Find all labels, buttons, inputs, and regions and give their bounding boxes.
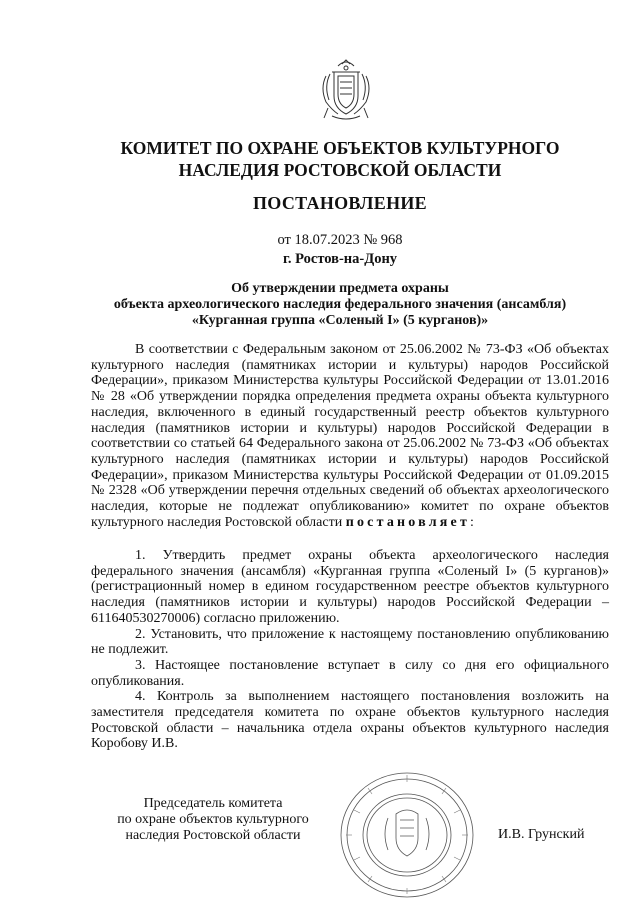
preamble-colon: : (470, 514, 474, 530)
committee-name-line-1: КОМИТЕТ ПО ОХРАНЕ ОБЪЕКТОВ КУЛЬТУРНОГО (120, 138, 560, 158)
resolution-item-4: 4. Контроль за выполнением настоящего постановления возложить на заместителя председателя комитета по охране объектов культурного наследия Ростовской области – начальника отдела охраны объектов культурного наследия Коробову И.В. (91, 689, 609, 752)
signatory-title (96, 796, 330, 844)
document-subject (80, 281, 600, 329)
resolution-item-1: 1. Утвердить предмет охраны объекта археологического наследия федерального значения (ансамбля) «Курганная группа «Соленый I» (5 курганов)» (регистрационный номер в едином государственном реестре объектов культурного наследия (памятников истории и культуры) народов Российской Федерации – 611640530270006) согласно приложению. (91, 548, 609, 626)
coat-of-arms-icon (318, 58, 374, 124)
signatory-title-line-3: наследия Ростовской области (125, 828, 301, 843)
subject-line-3: «Курганная группа «Соленый I» (5 курганов)» (191, 313, 489, 328)
resolves-word: постановляет (345, 514, 471, 530)
preamble-text: В соответствии с Федеральным законом от 25.06.2002 № 73-ФЗ «Об объектах культурного наследия (памятниках истории и культуры) народов Российской Федерации», приказом Министерства культуры Российской Федерации от 13.01.2016 № 28 «Об утверждении порядка определения предмета охраны объекта культурного наследия, включенного в единый государственный реестр объектов культурного наследия (памятников истории и культуры) народов Российской Федерации в соответствии со статьей 64 Федерального закона от 25.06.2002 № 73-ФЗ «Об объектах культурного наследия (памятниках истории и культуры) народов Российской Федерации», приказом Министерства культуры Российской Федерации от 01.09.2015 № 2328 «Об утверждении перечня отдельных сведений об объектах археологического наследия, которые не подлежат опубликованию» комитет по охране объектов культурного наследия Ростовской области (91, 342, 609, 530)
document-city: г. Ростов-на-Дону (282, 251, 398, 267)
signatory-title-line-1: Председатель комитета (143, 796, 283, 811)
signatory-title-line-2: по охране объектов культурного (117, 812, 309, 827)
official-seal-icon (338, 770, 476, 900)
subject-line-1: Об утверждении предмета охраны (231, 281, 449, 296)
document-date-number: от 18.07.2023 № 968 (277, 232, 403, 248)
preamble (91, 342, 609, 530)
resolution-item-2: 2. Установить, что приложение к настоящему постановлению опубликованию не подлежит. (91, 626, 609, 658)
document-type: ПОСТАНОВЛЕНИЕ (253, 193, 427, 213)
preamble-paragraph (91, 342, 609, 530)
resolution-items (91, 548, 609, 752)
committee-name-line-2: НАСЛЕДИЯ РОСТОВСКОЙ ОБЛАСТИ (178, 160, 502, 180)
signatory-name: И.В. Грунский (498, 827, 585, 842)
resolution-item-3: 3. Настоящее постановление вступает в силу со дня его официального опубликования. (91, 657, 609, 689)
committee-name (80, 137, 600, 181)
subject-line-2: объекта археологического наследия федерального значения (ансамбля) (113, 297, 567, 312)
